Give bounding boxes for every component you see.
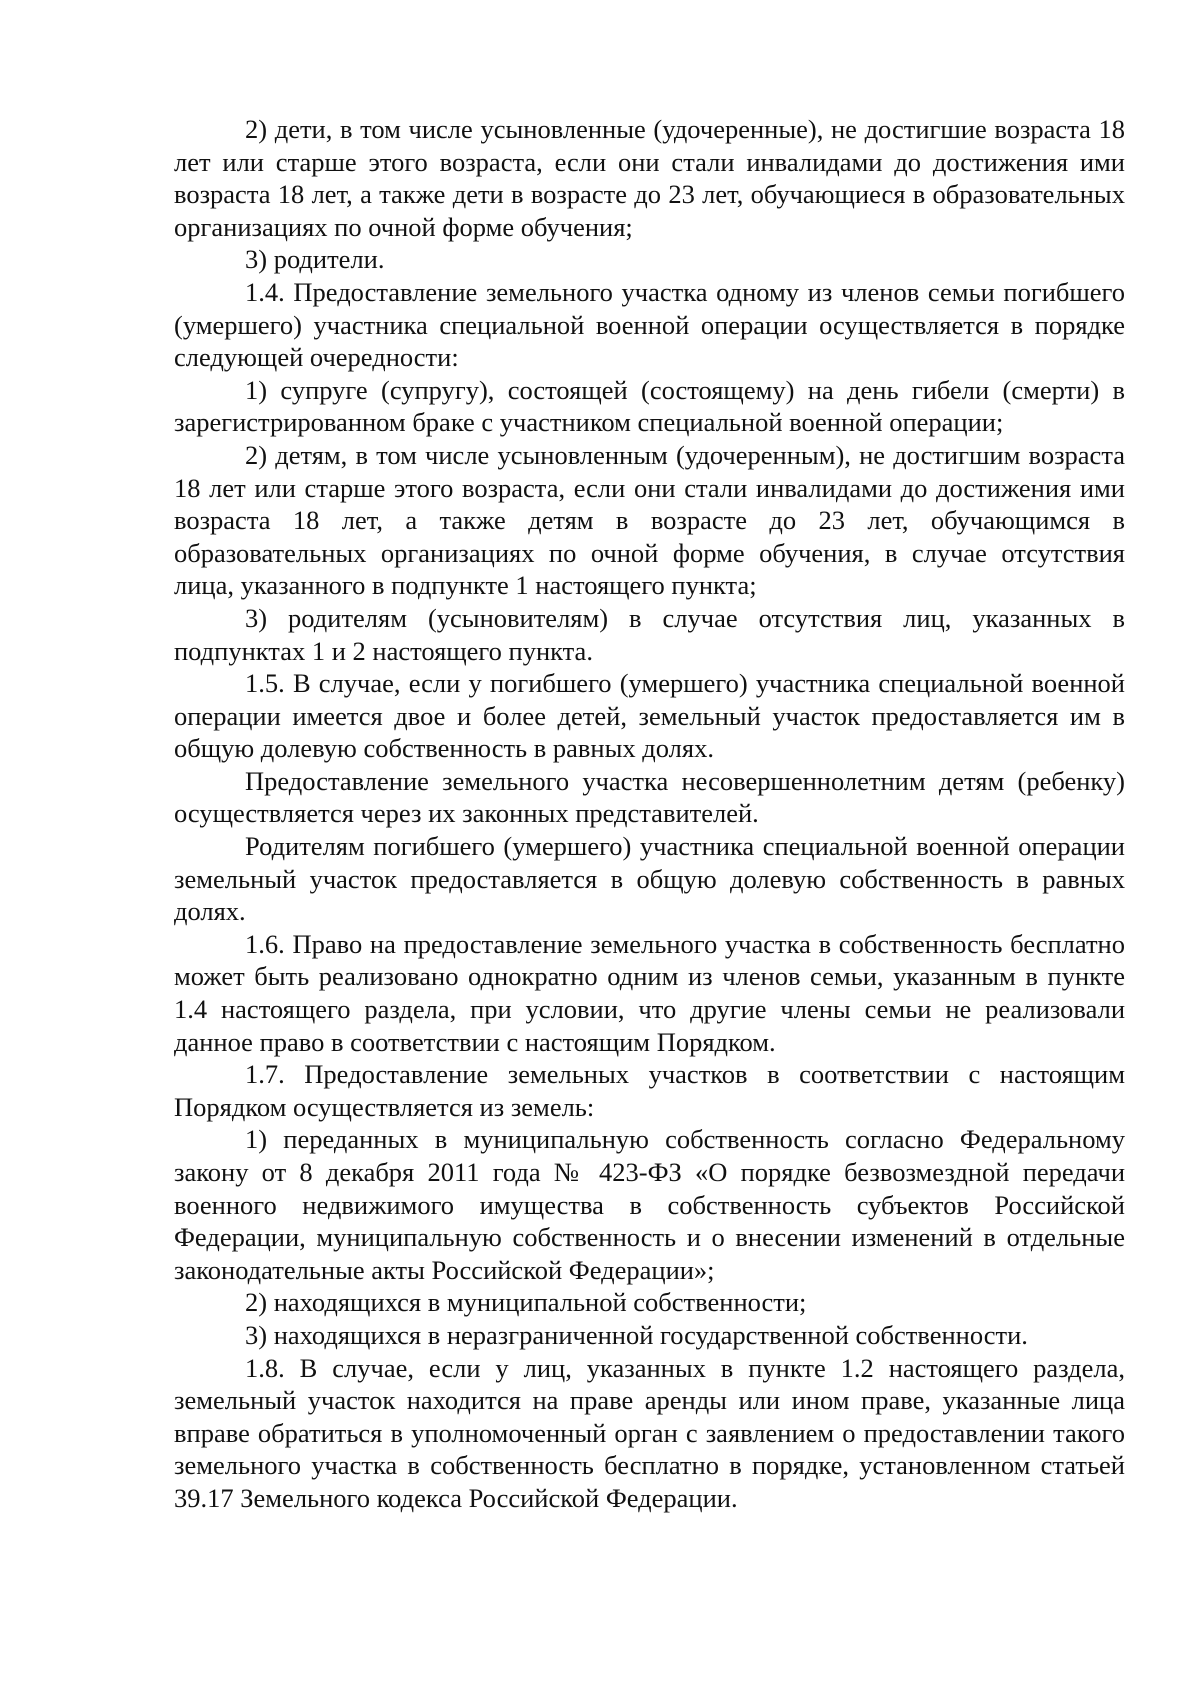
paragraph-clause-1-8: 1.8. В случае, если у лиц, указанных в пункте 1.2 настоящего раздела, земельный участок находится на праве аренды или ином праве, указанные лица вправе обратиться в уполномоченный орган с заявлением о предоставлении такого земельного участка в собственность бесплатно в порядке, установленном статьей 39.17 Земельного кодекса Российской Федерации. [174,1352,1125,1513]
paragraph-clause-1-7-item-1: 1) переданных в муниципальную собственность согласно Федеральному закону от 8 декабря 2011 года № 423-ФЗ «О порядке безвозмездной передачи военного недвижимого имущества в собственность субъектов Российской Федерации, муниципальную собственность и о внесении изменений в отдельные законодательные акты Российской Федерации»; [174,1124,1125,1285]
paragraph-children-item-2: 2) дети, в том числе усыновленные (удочеренные), не достигшие возраста 18 лет или старше этого возраста, если они стали инвалидами до достижения ими возраста 18 лет, а также дети в возрасте до 23 лет, обучающиеся в образовательных организациях по очной форме обучения; [174,114,1125,242]
paragraph-clause-1-6: 1.6. Право на предоставление земельного участка в собственность бесплатно может быть реализовано однократно одним из членов семьи, указанным в пункте 1.4 настоящего раздела, при условии, что другие члены семьи не реализовали данное право в соответствии с настоящим Порядком. [174,928,1125,1057]
paragraph-clause-1-4: 1.4. Предоставление земельного участка одному из членов семьи погибшего (умершего) участника специальной военной операции осуществляется в порядке следующей очередности: [174,276,1125,373]
paragraph-parents-shared-ownership: Родителям погибшего (умершего) участника специальной военной операции земельный участок предоставляется в общую долевую собственность в равных долях. [174,831,1125,927]
paragraph-clause-1-4-item-2: 2) детям, в том числе усыновленным (удочеренным), не достигшим возраста 18 лет или старше этого возраста, если они стали инвалидами до достижения ими возраста 18 лет, а также детям в возрасте до 23 лет, обучающимся в образовательных организациях по очной форме обучения, в случае отсутствия лица, указанного в подпункте 1 настоящего пункта; [174,439,1125,601]
paragraph-clause-1-4-item-1: 1) супруге (супругу), состоящей (состоящему) на день гибели (смерти) в зарегистрированном браке с участником специальной военной операции; [174,374,1125,438]
paragraph-clause-1-7-item-3: 3) находящихся в неразграниченной государственной собственности. [245,1319,1028,1350]
paragraph-clause-1-4-item-3: 3) родителям (усыновителям) в случае отсутствия лиц, указанных в подпунктах 1 и 2 настоящего пункта. [174,602,1125,666]
paragraph-clause-1-7: 1.7. Предоставление земельных участков в соответствии с настоящим Порядком осуществляется из земель: [174,1059,1125,1122]
paragraph-clause-1-7-item-2: 2) находящихся в муниципальной собственности; [245,1287,807,1318]
document-page [174,113,1125,1515]
paragraph-clause-1-5: 1.5. В случае, если у погибшего (умершего) участника специальной военной операции имеется двое и более детей, земельный участок предоставляется им в общую долевую собственность в равных долях. [174,668,1125,764]
paragraph-minors-representatives: Предоставление земельного участка несовершеннолетним детям (ребенку) осуществляется через их законных представителей. [174,765,1125,829]
paragraph-parents-item-3: 3) родители. [245,244,385,275]
